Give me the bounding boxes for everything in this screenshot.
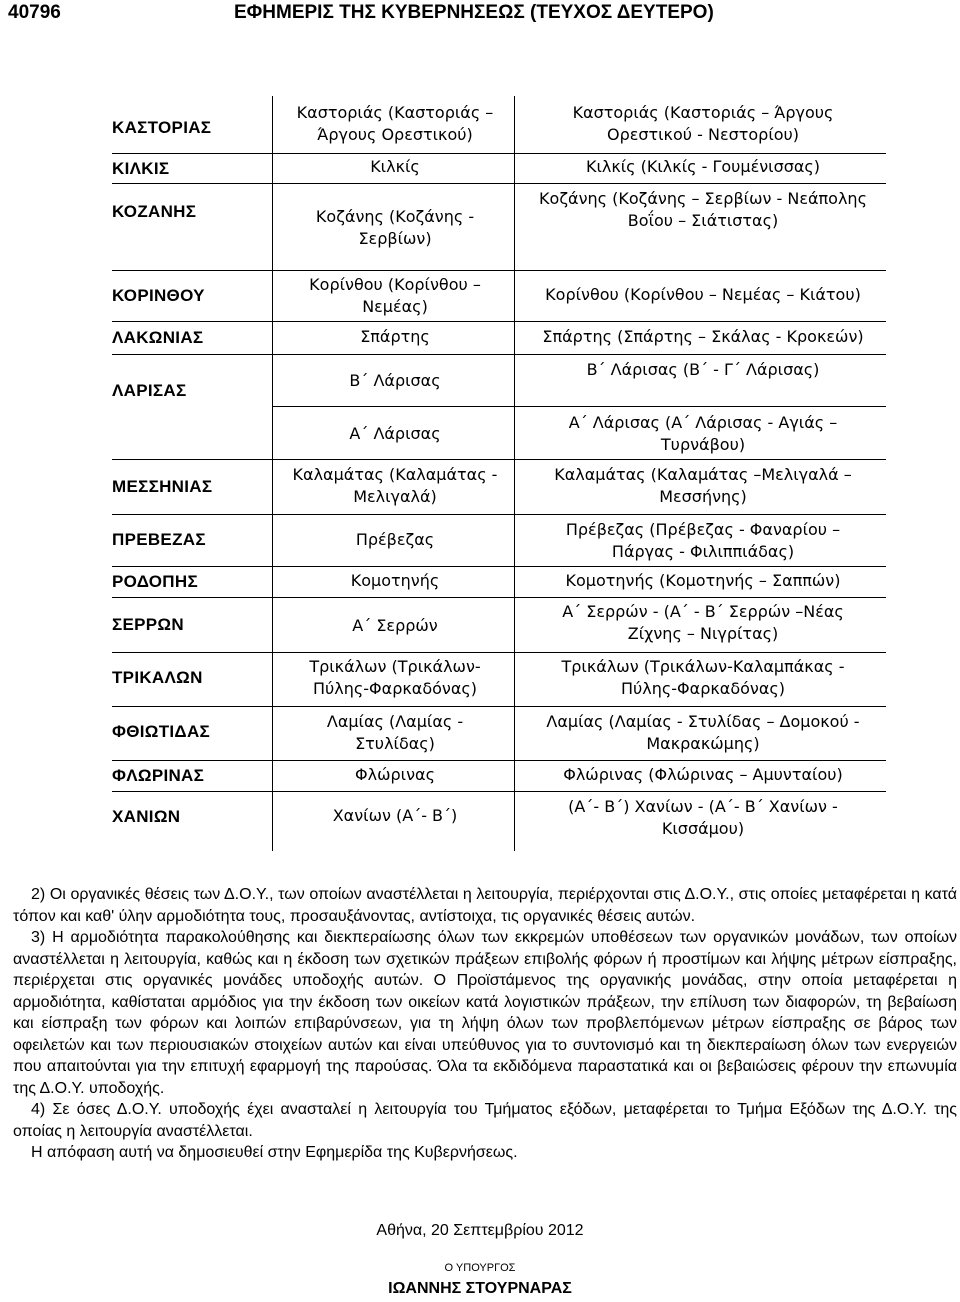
decision-text <box>13 884 957 1164</box>
page-header <box>8 2 952 28</box>
prefecture-cell: ΚΟΡΙΝΘΟΥ <box>112 286 205 305</box>
table-rule <box>112 153 886 154</box>
receiving-office-cell: (Α΄- Β΄) Χανίων - (Α΄- Β΄ Χανίων - Κισσάμου) <box>568 797 838 838</box>
table-rule <box>112 760 886 761</box>
suspended-office-cell: Κοζάνης (Κοζάνης - Σερβίων) <box>315 207 475 248</box>
prefecture-cell: ΣΕΡΡΩΝ <box>112 615 184 634</box>
table-rule <box>112 183 886 184</box>
suspended-office-cell: Τρικάλων (Τρικάλων- Πύλης-Φαρκαδόνας) <box>309 657 481 698</box>
prefecture-cell: ΦΛΩΡΙΝΑΣ <box>112 766 205 785</box>
receiving-office-cell: Κορίνθου (Κορίνθου – Νεμέας – Κιάτου) <box>545 285 861 304</box>
suspended-office-cell: Β΄ Λάρισας <box>349 371 441 390</box>
paragraph-2: 2) Οι οργανικές θέσεις των Δ.Ο.Υ., των οποίων αναστέλλεται η λειτουργία, περιέρχονται στις Δ.Ο.Υ., στις οποίες μεταφέρεται η κατά τόπον και καθ' ύλην αρμοδιότητα τους, προσαυξάνοντας, αντίστοιχα, τις οργανικές θέσεις αυτών. <box>13 886 957 925</box>
prefecture-cell: ΛΑΚΩΝΙΑΣ <box>112 328 204 347</box>
paragraph-3: 3) Η αρμοδιότητα παρακολούθησης και διεκπεραίωσης όλων των εκκρεμών υποθέσεων των οργανικών μονάδων, των οποίων αναστέλλεται η λειτουργία, καθώς και η έκδοση των σχετικών πράξεων επιβολής φόρων ή προστίμων και λήψης μέτρων είσπραξης, περιέρχεται στις οργανικές μονάδες υποδοχής αυτών. Ο Προϊστάμενος της οργανικής μονάδας, στην οποία μεταφέρεται η αρμοδιότητα, καθίσταται αρμόδιος για την έκδοση των οικείων κατά λογιστικών πράξεων, την επίλυση των διαφορών, τη βεβαίωση και είσπραξη των φόρων και λοιπών επιβαρύνσεων, για τη λήψη όλων των προβλεπόμενων μέτρων είσπραξης σε βάρος των οφειλετών και των περιουσιακών στοιχείων αυτών και είναι υπεύθυνος για το συντονισμό και τη διεκπεραίωση όλων των ενεργειών που απαιτούνται για την επιτυχή εφαρμογή της παρούσας. Όλα τα εκδιδόμενα παραστατικά και οι βεβαιώσεις φέρουν την επωνυμία της Δ.Ο.Υ. υποδοχής. <box>13 929 957 1097</box>
prefecture-cell: ΚΙΛΚΙΣ <box>112 159 170 178</box>
receiving-office-cell: Λαμίας (Λαμίας - Στυλίδας – Δομοκού - Μακρακώμης) <box>546 712 860 753</box>
suspended-office-cell: Κιλκίς <box>370 157 420 176</box>
page-number: 40796 <box>8 2 61 23</box>
receiving-office-cell: Τρικάλων (Τρικάλων-Καλαμπάκας - Πύλης-Φαρκαδόνας) <box>561 657 845 698</box>
table-rule <box>112 321 886 322</box>
table-rule <box>112 354 886 355</box>
prefecture-cell: ΠΡΕΒΕΖΑΣ <box>112 530 206 549</box>
prefecture-cell: ΧΑΝΙΩΝ <box>112 807 181 826</box>
table-rule <box>112 791 886 792</box>
table-divider-left <box>272 96 273 851</box>
suspended-office-cell: Κομοτηνής <box>350 571 440 590</box>
suspended-office-cell: Χανίων (Α΄- Β΄) <box>332 806 458 825</box>
suspended-office-cell: Καστοριάς (Καστοριάς – Άργους Ορεστικού) <box>296 103 494 144</box>
receiving-office-cell: Κιλκίς (Κιλκίς - Γουμένισσας) <box>585 157 821 176</box>
prefecture-cell: ΚΟΖΑΝΗΣ <box>112 202 197 221</box>
receiving-office-cell: Κοζάνης (Κοζάνης – Σερβίων - Νεάπολης Βοΐου – Σιάτιστας) <box>539 189 867 230</box>
receiving-office-cell: Καλαμάτας (Καλαμάτας –Μελιγαλά – Μεσσήνης) <box>554 465 852 506</box>
suspended-office-cell: Α΄ Λάρισας <box>349 424 441 443</box>
suspended-office-cell: Πρέβεζας <box>355 530 435 549</box>
gazette-title: ΕΦΗΜΕΡΙΣ ΤΗΣ ΚΥΒΕΡΝΗΣΕΩΣ (ΤΕΥΧΟΣ ΔΕΥΤΕΡΟ) <box>234 2 714 23</box>
table-rule <box>112 459 886 460</box>
receiving-office-cell: Α΄ Λάρισας (Α΄ Λάρισας - Αγιάς – Τυρνάβου) <box>568 413 838 454</box>
table-rule <box>112 706 886 707</box>
prefecture-cell: ΜΕΣΣΗΝΙΑΣ <box>112 477 213 496</box>
receiving-office-cell: Καστοριάς (Καστοριάς – Άργους Ορεστικού - Νεστορίου) <box>572 103 834 144</box>
receiving-office-cell: Β΄ Λάρισας (Β΄ - Γ΄ Λάρισας) <box>586 360 820 379</box>
suspended-office-cell: Λαμίας (Λαμίας - Στυλίδας) <box>326 712 464 753</box>
receiving-office-cell: Φλώρινας (Φλώρινας – Αμυνταίου) <box>563 765 843 784</box>
place-date: Αθήνα, 20 Σεπτεμβρίου 2012 <box>376 1222 584 1239</box>
receiving-office-cell: Πρέβεζας (Πρέβεζας - Φαναρίου – Πάργας - Φιλιππιάδας) <box>565 520 841 561</box>
receiving-office-cell: Κομοτηνής (Κομοτηνής – Σαππών) <box>565 571 841 590</box>
table-rule <box>112 652 886 653</box>
table-rule <box>112 597 886 598</box>
suspended-office-cell: Α΄ Σερρών <box>352 616 438 635</box>
table-rule <box>112 270 886 271</box>
suspended-office-cell: Σπάρτης <box>360 327 430 346</box>
publication-order: Η απόφαση αυτή να δημοσιευθεί στην Εφημερίδα της Κυβερνήσεως. <box>31 1144 518 1161</box>
table-rule <box>272 406 886 407</box>
table-rule <box>112 566 886 567</box>
table-divider-right <box>514 96 515 851</box>
signatory-name: ΙΩΑΝΝΗΣ ΣΤΟΥΡΝΑΡΑΣ <box>388 1280 572 1297</box>
prefecture-cell: ΡΟΔΟΠΗΣ <box>112 572 198 591</box>
paragraph-4: 4) Σε όσες Δ.Ο.Υ. υποδοχής έχει ανασταλεί η λειτουργία του Τμήματος εξόδων, μεταφέρεται το Τμήμα Εξόδων της Δ.Ο.Υ. της οποίας η λειτουργία αναστέλλεται. <box>13 1101 957 1140</box>
suspended-office-cell: Καλαμάτας (Καλαμάτας - Μελιγαλά) <box>292 465 498 506</box>
prefecture-cell: ΛΑΡΙΣΑΣ <box>112 381 187 400</box>
table-rule <box>112 514 886 515</box>
receiving-office-cell: Σπάρτης (Σπάρτης – Σκάλας - Κροκεών) <box>542 327 864 346</box>
suspended-office-cell: Κορίνθου (Κορίνθου – Νεμέας) <box>309 275 481 316</box>
signatory-role: Ο ΥΠΟΥΡΓΟΣ <box>444 1262 516 1274</box>
prefecture-cell: ΦΘΙΩΤΙΔΑΣ <box>112 722 211 741</box>
prefecture-cell: ΚΑΣΤΟΡΙΑΣ <box>112 118 212 137</box>
prefecture-cell: ΤΡΙΚΑΛΩΝ <box>112 668 203 687</box>
receiving-office-cell: Α΄ Σερρών - (Α΄ - Β΄ Σερρών –Νέας Ζίχνης – Νιγρίτας) <box>562 602 844 643</box>
suspended-office-cell: Φλώρινας <box>355 765 435 784</box>
